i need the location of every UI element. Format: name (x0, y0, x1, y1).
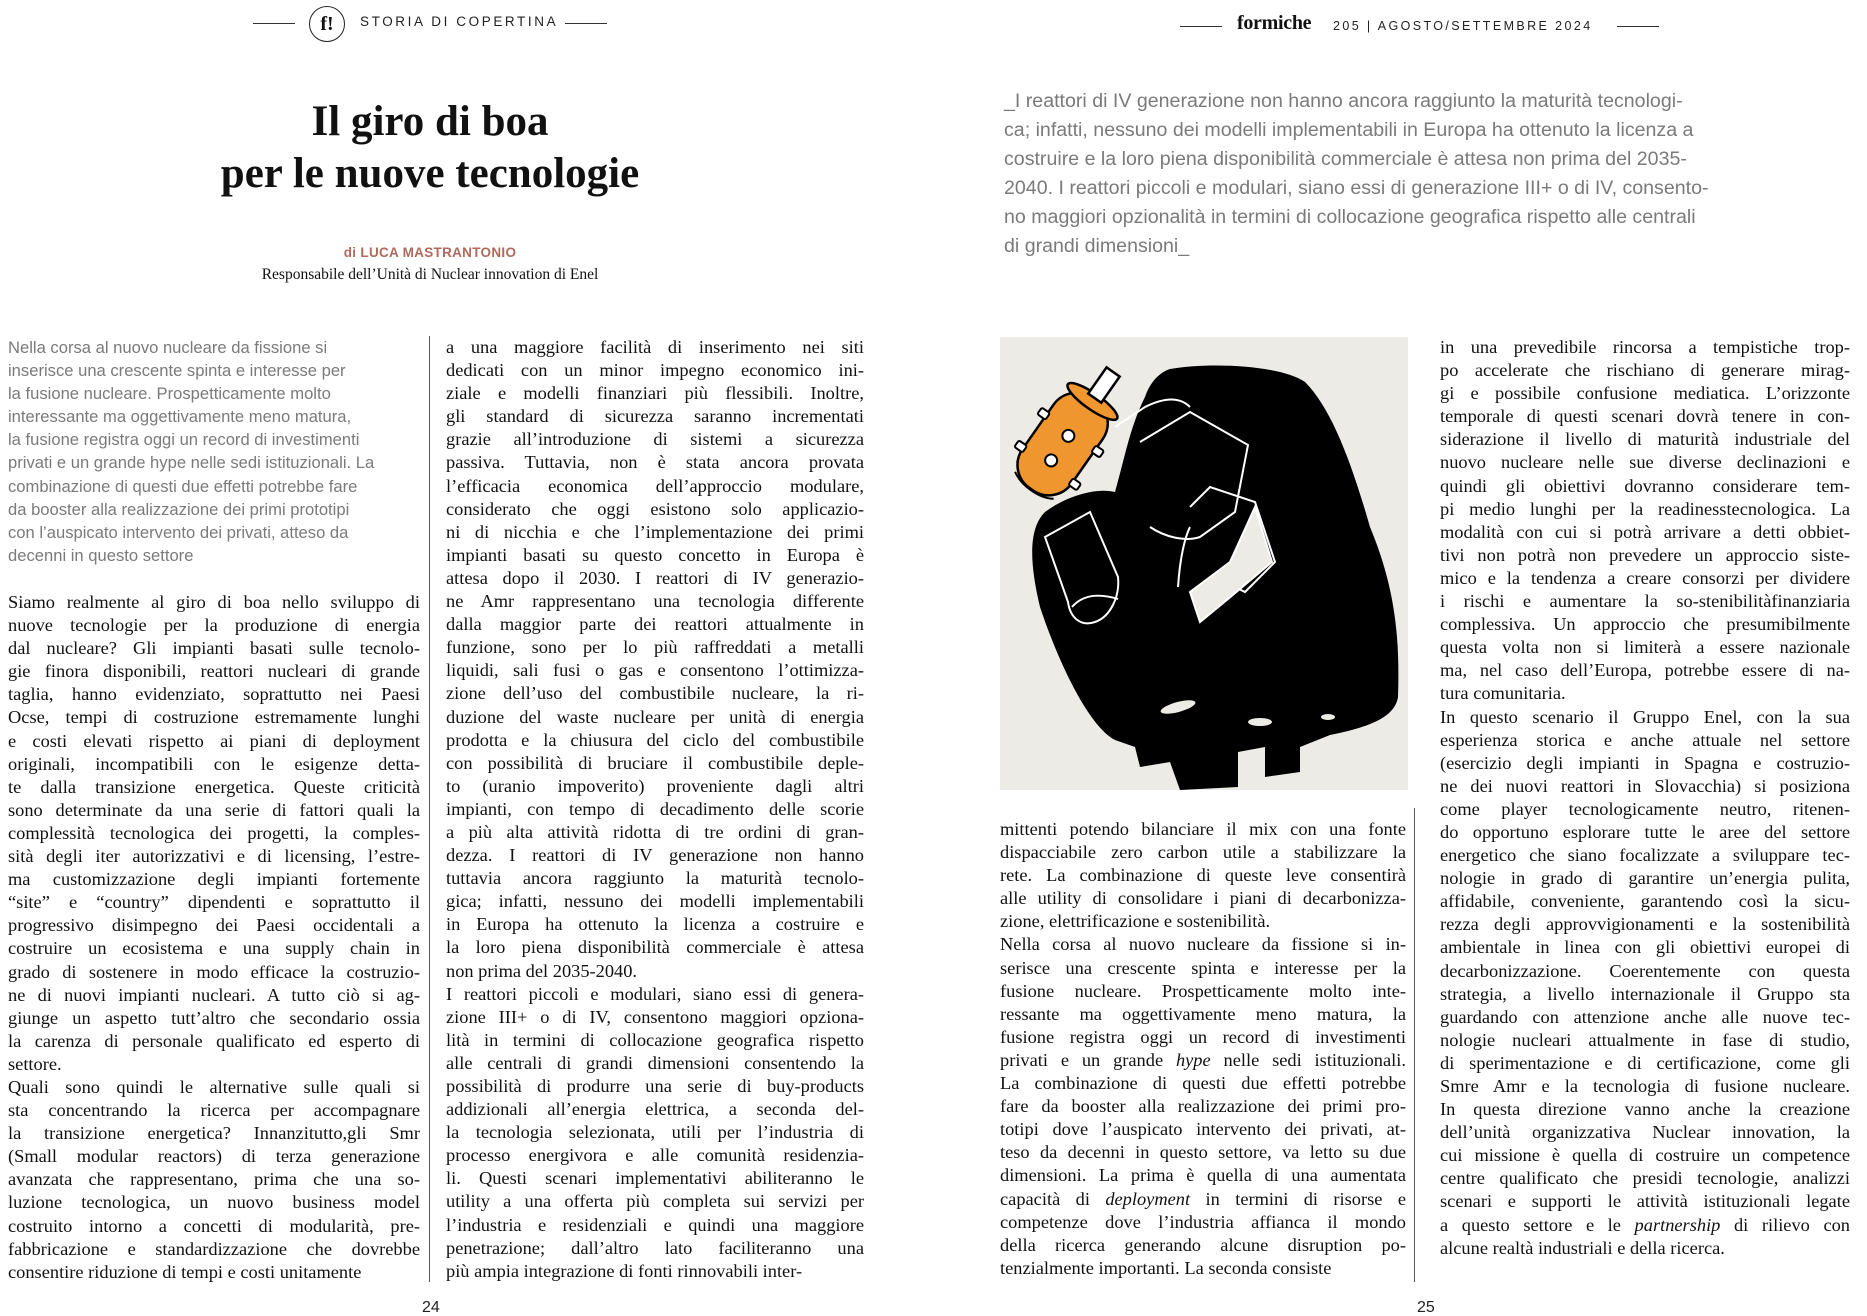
text-line: in Europa ha ottenuto la licenza a costruire e (446, 914, 864, 935)
pull-quote-line: no maggiori opzionalità in termini di collocazione geografica rispetto alle centrali (1004, 206, 1696, 228)
page-number-left: 24 (422, 1299, 440, 1316)
text-line: dispacciabile zero carbon utile a stabilizzare la (1000, 842, 1406, 863)
lede-paragraph (8, 336, 420, 567)
text-line: Ocse, tempi di costruzione estremamente lunghi (8, 707, 420, 728)
text-line: ambientale in linea con gli obiettivi europei di (1440, 937, 1850, 958)
text-line: nologie nucleari attualmente in fase di studio, (1440, 1029, 1850, 1050)
text-line: dalla maggior parte dei reattori attualmente in (446, 614, 864, 635)
text-line: gica; infatti, nessuno dei modelli implementabili (446, 891, 864, 912)
text-line: Quali sono quindi le alternative sulle quali si (8, 1076, 420, 1097)
author-role: Responsabile dell’Unità di Nuclear innovation di Enel (261, 266, 599, 283)
text-line: ne Amr rappresentano una tecnologia differente (446, 591, 864, 612)
text-line: sta concentrando la ricerca per accompagnare (8, 1100, 420, 1121)
text-line: i rischi e aumentare la so-stenibilitàfinanziaria (1440, 591, 1850, 612)
text-line: grazie all’introduzione di sistemi a sicurezza (446, 429, 864, 450)
text-line: In questo scenario il Gruppo Enel, con la sua (1440, 706, 1850, 727)
section-kicker: STORIA DI COPERTINA (360, 14, 559, 29)
text-line: zione III+ o di IV, consentono maggiori opziona- (446, 1006, 864, 1027)
text-line: consentire riduzione di tempi e costi unitamente (8, 1261, 362, 1282)
text-line: serisce una crescente spinta e interesse per la (1000, 957, 1406, 978)
text-line: Smre Amr e la tecnologia di fusione nucleare. (1440, 1076, 1850, 1096)
text-line: mittenti potendo bilanciare il mix con una fonte (1000, 819, 1406, 839)
text-line: utility a una offerta più completa sui servizi per (446, 1191, 864, 1212)
text-line: rete. La combinazione di queste leve consentirà (1000, 865, 1406, 886)
text-line: modalità con cui si potrà arrivare a detti obbiet- (1440, 521, 1850, 542)
text-line: alle utility di consolidare i piani di decarbonizza- (1000, 888, 1406, 909)
text-line: sono determinate da una serie di fattori quali la (8, 799, 420, 820)
article-title (160, 96, 700, 200)
hand-holding-fuel-rod-illustration (1000, 337, 1408, 790)
lede-line: privati e un grande hype nelle sedi istituzionali. La (8, 453, 375, 473)
text-line: della ricerca generando alcune disruption po- (1000, 1234, 1406, 1255)
text-line: I reattori piccoli e modulari, siano essi di genera- (446, 983, 864, 1004)
body-column-1 (8, 591, 420, 1284)
text-line: passiva. Tuttavia, non è stata ancora provata (446, 452, 864, 473)
text-line: ma, nel caso dell’Europa, potrebbe essere di na- (1440, 660, 1850, 681)
lede-line: la fusione nucleare. Prospetticamente molto (8, 384, 331, 404)
lede-line: da booster alla realizzazione dei primi prototipi (8, 499, 350, 519)
text-line: di sperimentazione e di certificazione, come gli (1440, 1052, 1850, 1073)
text-line: pi medio lunghi per la readinesstecnologica. La (1440, 498, 1850, 519)
header-rule-right-a (1180, 26, 1222, 27)
text-line: centre qualificato che presidi tecnologie, analizzi (1440, 1168, 1850, 1189)
title-line-2: per le nuove tecnologie (220, 150, 640, 197)
text-line: energetico che siano focalizzate a sviluppare tec- (1440, 845, 1850, 866)
text-line: tenzialmente importanti. La seconda consiste (1000, 1257, 1332, 1278)
text-line: zione dell’uso del combustibile nucleare, la ri- (446, 683, 864, 704)
text-line: cui missione è quella di costruire un competence (1440, 1145, 1850, 1166)
text-line: impianti basati su questo concetto in Europa è (446, 544, 864, 565)
text-line: fusione nucleare. Prospetticamente molto inte- (1000, 980, 1406, 1001)
illustration-svg (1000, 337, 1408, 790)
text-line: luzione tecnologica, un nuovo business model (8, 1192, 420, 1213)
text-line: a questo settore e le partnership di rilievo con (1440, 1214, 1850, 1235)
formiche-logo-icon (309, 6, 345, 42)
text-line: strategia, a livello internazionale il Gruppo sta (1440, 983, 1850, 1004)
text-line: possibilità di produrre una serie di buy-products (446, 1076, 864, 1096)
text-line: gie finora disponibili, reattori nucleari di grande (8, 661, 420, 682)
text-line: processo energivora e alle comunità residenzia- (446, 1145, 864, 1166)
text-line: complessiva. Un approccio che presumibilmente (1440, 614, 1850, 635)
text-line: addizionali all’energia elettrica, a seconda del- (446, 1099, 864, 1120)
text-line: la carenza di personale qualificato ed esperto di (8, 1030, 420, 1051)
text-line: questa volta non si limiterà a essere nazionale (1440, 637, 1850, 658)
text-line: funzione, sono per lo più raffreddati a metalli (446, 637, 864, 658)
text-line: siderazione il livello di maturità industriale del (1440, 429, 1850, 450)
text-line: alle centrali di grandi dimensioni consentendo la (446, 1052, 864, 1073)
text-line: scenari e supporti le attività istituzionali legate (1440, 1191, 1850, 1212)
text-line: privati e un grande hype nelle sedi istituzionali. (1000, 1049, 1406, 1070)
text-line: nuove tecnologie per la produzione di energia (8, 615, 420, 636)
text-line: l’efficacia economica dell’approccio modulare, (446, 475, 864, 496)
text-line: In questa direzione vanno anche la creazione (1440, 1099, 1850, 1120)
text-line: La combinazione di questi due effetti potrebbe (1000, 1073, 1406, 1094)
text-line: to (uranio impoverito) proveniente dagli altri (446, 775, 864, 796)
lede-line: combinazione di questi due effetti potrebbe fare (8, 476, 358, 496)
lede-line: inserisce una crescente spinta e interesse per (8, 361, 346, 381)
body-column-3 (1000, 818, 1406, 1280)
text-line: dell’unità organizzativa Nuclear innovation, la (1440, 1122, 1850, 1143)
lede-line: decenni in questo settore (8, 545, 194, 565)
text-line: temporale di questi scenari dovrà tenere in con- (1440, 406, 1850, 427)
text-line: mico e la tendenza a creare consorzi per dividere (1440, 567, 1850, 588)
text-line: tivi non potrà non prevedere un approccio siste- (1440, 544, 1850, 565)
text-line: progressivo disimpegno dei Paesi occidentali a (8, 915, 420, 936)
text-line: sità degli iter autorizzativi e di licensing, l’estre- (8, 846, 420, 867)
text-line: lità in termini di collocazione geografica rispetto (446, 1029, 864, 1050)
text-line: esperienza storica e anche attuale nel settore (1440, 729, 1850, 750)
text-line: capacità di deployment in termini di risorse e (1000, 1188, 1406, 1209)
text-line: fusione registra oggi un record di investimenti (1000, 1026, 1406, 1047)
text-line: gli standard di sicurezza saranno incrementati (446, 406, 864, 427)
pull-quote (1004, 87, 1854, 261)
text-line: gi e possibile confusione mediatica. L’orizzonte (1440, 383, 1850, 404)
text-line: l’industria e residenziali e quindi una maggiore (446, 1214, 864, 1235)
italic-term: hype (1175, 1049, 1211, 1070)
lede-line: interessante ma oggettivamente meno matura, (8, 407, 352, 427)
text-line: e costi elevati rispetto ai piani di deployment (8, 730, 420, 751)
header-rule-right-b (1617, 26, 1659, 27)
text-line: fabbricazione e standardizzazione che dovrebbe (8, 1238, 420, 1259)
text-line: nuovo nucleare nelle sue diverse declinazioni e (1440, 452, 1850, 473)
page-number-right: 25 (1417, 1299, 1435, 1316)
text-line: prodotta e la chiusura del ciclo del combustibile (446, 729, 864, 750)
text-line: complessità tecnologica dei progetti, la comples- (8, 822, 420, 843)
italic-term: deployment (1105, 1188, 1191, 1209)
italic-term: partnership (1634, 1214, 1721, 1235)
text-line: fare da booster alla realizzazione dei primi pro- (1000, 1096, 1406, 1117)
pull-quote-line: di grandi dimensioni_ (1004, 235, 1190, 257)
text-line: impianti, con tempo di decadimento delle scorie (446, 798, 864, 819)
text-line: po accelerate che rischiano di generare mirag- (1440, 360, 1850, 381)
lede-line: Nella corsa al nuovo nucleare da fissione si (8, 338, 328, 357)
text-line: penetrazione; dall’altro lato faciliteranno una (446, 1237, 864, 1258)
text-line: più ampia integrazione di fonti rinnovabili inter- (446, 1260, 803, 1281)
body-column-2 (446, 336, 864, 1283)
pull-quote-line: 2040. I reattori piccoli e modulari, siano essi di generazione III+ o di IV, consento- (1004, 177, 1709, 199)
text-line: (esercizio degli impianti in Spagna e costruzio- (1440, 752, 1850, 773)
text-line: ziale e modelli finanziari più flessibili. Inoltre, (446, 383, 864, 404)
header-rule-left-a (253, 23, 295, 24)
text-line: ma customizzazione degli impianti fortemente (8, 869, 420, 890)
text-line: dal nucleare? Gli impianti basati sulle tecnolo- (8, 638, 420, 659)
text-line: rezza degli approvvigionamenti e la sostenibilità (1440, 914, 1850, 935)
text-line: teso da decenni in questo settore, va letto su due (1000, 1142, 1406, 1163)
text-line: in una prevedibile rincorsa a tempistiche trop- (1440, 337, 1850, 357)
text-line: (Small modular reactors) di terza generazione (8, 1146, 420, 1167)
text-line: taglia, hanno evidenziato, soprattutto nei Paesi (8, 684, 420, 705)
text-line: la transizione energetica? Innanzitutto,gli Smr (8, 1123, 420, 1144)
text-line: zione, elettrificazione e sostenibilità. (1000, 911, 1271, 932)
pull-quote-line: _I reattori di IV generazione non hanno ancora raggiunto la maturità tecnologi- (1004, 90, 1683, 112)
text-line: liquidi, sali fusi o gas e consentono l’ottimizza- (446, 660, 864, 681)
text-line: settore. (8, 1053, 62, 1074)
text-line: alcune realtà industriali e della ricerca. (1440, 1237, 1725, 1258)
lede-line: con l’auspicato intervento dei privati, atteso da (8, 522, 349, 542)
text-line: tuttavia ancora raggiunto la maturità tecnolo- (446, 868, 864, 889)
body-column-4 (1440, 336, 1850, 1260)
text-line: con possibilità di bruciare il combustibile deple- (446, 752, 864, 773)
text-line: do opportuno esplorare tutte le aree del settore (1440, 821, 1850, 842)
text-line: ressante ma oggettivamente meno matura, la (1000, 1003, 1406, 1024)
lede-line: la fusione registra oggi un record di investimenti (8, 430, 360, 450)
text-line: duzione del waste nucleare per unità di energia (446, 706, 864, 727)
text-line: dimensioni. La prima è quella di una aumentata (1000, 1165, 1406, 1186)
text-line: competenze dove l’industria affianca il mondo (1000, 1211, 1406, 1232)
author-byline: di LUCA MASTRANTONIO (343, 245, 517, 260)
title-line-1: Il giro di boa (311, 98, 549, 145)
text-line: te dalla transizione energetica. Queste criticità (8, 776, 420, 797)
text-line: costruito intorno a concetti di modularità, pre- (8, 1215, 420, 1236)
text-line: la tecnologia selezionata, utili per l’industria di (446, 1122, 864, 1143)
text-line: “site” e “country” dipendenti e soprattutto il (8, 892, 420, 913)
text-line: la loro piena disponibilità commerciale è attesa (446, 937, 864, 958)
text-line: Siamo realmente al giro di boa nello sviluppo di (8, 592, 420, 612)
text-line: tura comunitaria. (1440, 683, 1566, 704)
text-line: originali, incompatibili con le esigenze detta- (8, 753, 420, 774)
text-line: ne di nuovi impianti nucleari. A tutto ciò si ag- (8, 984, 420, 1005)
text-line: avanzata che rappresentano, prima che una so- (8, 1169, 420, 1190)
text-line: dedicati con un minor impegno economico ini- (446, 360, 864, 381)
text-line: nologie in grado di garantire un’energia pulita, (1440, 868, 1850, 889)
text-line: considerato che oggi esistono solo applicazio- (446, 498, 864, 519)
text-line: costruire un ecosistema e una supply chain in (8, 938, 420, 959)
magazine-brand: formiche (1237, 12, 1312, 34)
text-line: dezza. I reattori di IV generazione non hanno (446, 845, 864, 866)
column-divider (1414, 808, 1415, 1282)
text-line: totipi dove l’auspicato intervento dei privati, at- (1000, 1119, 1406, 1140)
issue-info: 205 | AGOSTO/SETTEMBRE 2024 (1333, 19, 1593, 33)
header-rule-left-b (565, 23, 607, 24)
text-line: a più alta attività ridotta di tre ordini di gran- (446, 821, 864, 842)
text-line: attesa dopo il 2030. I reattori di IV generazio- (446, 567, 864, 588)
text-line: ni di nicchia e che l’implementazione dei primi (446, 521, 864, 542)
column-divider (429, 336, 430, 1282)
text-line: guardando con attenzione anche alle nuove tec- (1440, 1006, 1850, 1027)
text-line: li. Questi scenari implementativi abiliteranno le (446, 1168, 864, 1189)
pull-quote-line: ca; infatti, nessuno dei modelli implementabili in Europa ha ottenuto la licenza a (1004, 119, 1694, 141)
text-line: affidabile, conveniente, garantendo così la sicu- (1440, 891, 1850, 912)
text-line: ne dei nuovi reattori in Slovacchia) si posiziona (1440, 775, 1850, 796)
text-line: giunge un aspetto tutt’altro che secondario ossia (8, 1007, 420, 1028)
text-line: Nella corsa al nuovo nucleare da fissione si in- (1000, 934, 1406, 955)
logo-text: f! (320, 12, 334, 35)
text-line: decarbonizzazione. Coerentemente con questa (1440, 960, 1850, 981)
text-line: a una maggiore facilità di inserimento nei siti (446, 337, 864, 357)
text-line: grado di sostenere in modo efficace la costruzio- (8, 961, 420, 982)
text-line: come player tecnologicamente neutro, ritenen- (1440, 798, 1850, 819)
text-line: quindi gli obiettivi dovranno considerare tem- (1440, 475, 1850, 496)
pull-quote-line: costruire e la loro piena disponibilità commerciale è attesa non prima del 2035- (1004, 148, 1687, 170)
text-line: non prima del 2035-2040. (446, 960, 638, 981)
